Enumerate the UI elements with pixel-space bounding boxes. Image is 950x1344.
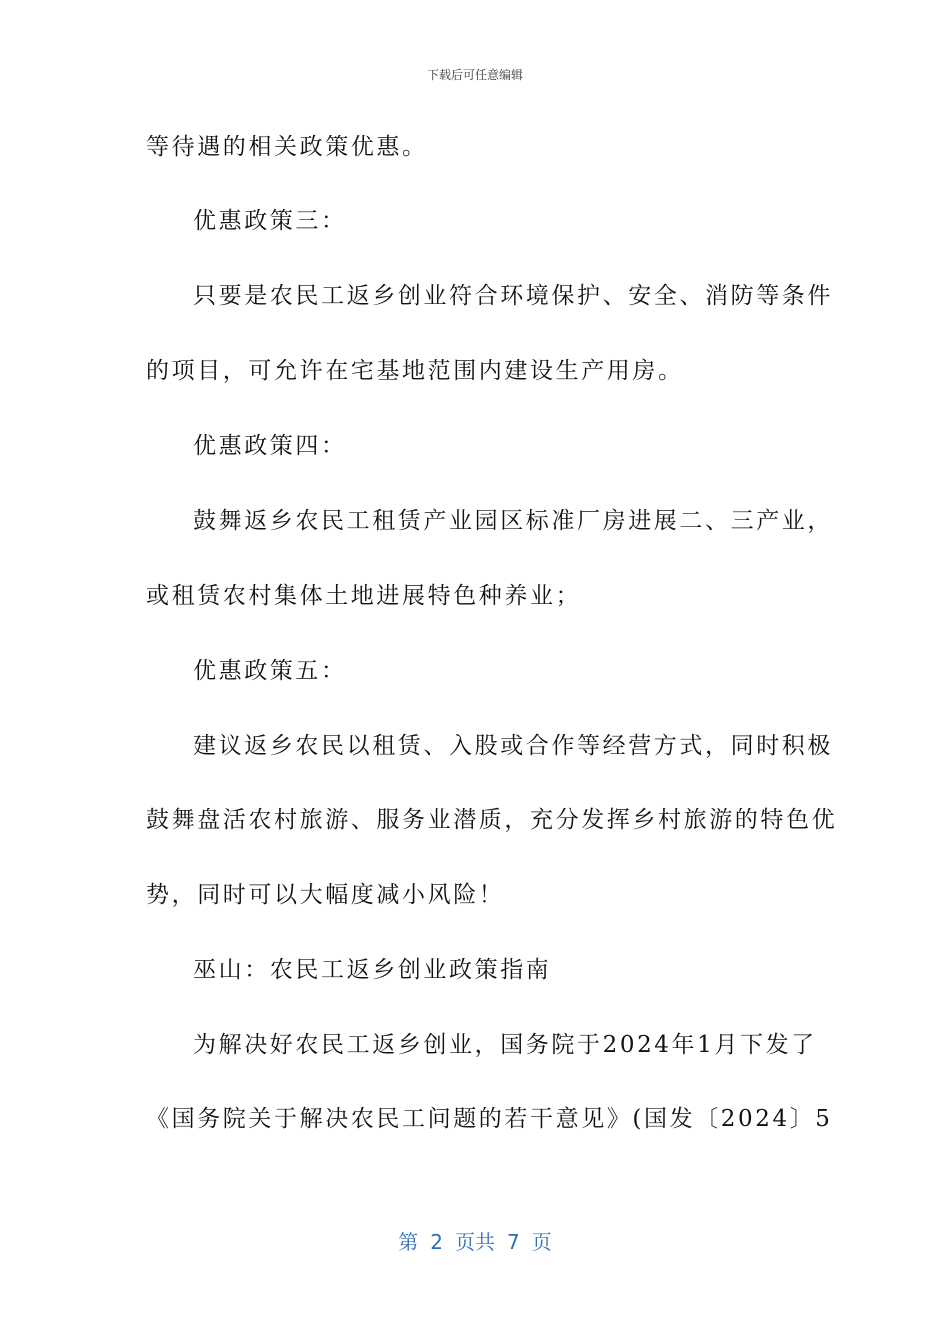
paragraph-line: 只要是农民工返乡创业符合环境保护、安全、消防等条件 xyxy=(193,283,833,309)
footer-prefix: 第 xyxy=(398,1230,419,1254)
paragraph-line: 鼓舞返乡农民工租赁产业园区标准厂房进展二、三产业， xyxy=(193,508,833,534)
paragraph-line: 等待遇的相关政策优惠。 xyxy=(146,134,428,160)
page-header-note: 下载后可任意编辑 xyxy=(426,68,523,82)
section-heading: 优惠政策三： xyxy=(193,208,347,234)
paragraph-line: 《国务院关于解决农民工问题的若干意见》(国发〔2024〕5 xyxy=(146,1106,833,1132)
paragraph-line: 或租赁农村集体土地进展特色种养业； xyxy=(146,583,582,609)
footer-middle: 页共 xyxy=(455,1230,495,1254)
paragraph-line: 为解决好农民工返乡创业，国务院于2024年1月下发了 xyxy=(193,1032,817,1058)
paragraph-line: 的项目，可允许在宅基地范围内建设生产用房。 xyxy=(146,358,684,384)
page-footer xyxy=(0,1226,950,1255)
section-heading: 优惠政策五： xyxy=(193,658,347,684)
footer-total-pages: 7 xyxy=(507,1230,520,1254)
footer-suffix: 页 xyxy=(531,1230,552,1254)
paragraph-line: 建议返乡农民以租赁、入股或合作等经营方式，同时积极 xyxy=(193,733,833,759)
section-heading: 优惠政策四： xyxy=(193,433,347,459)
footer-page-number: 2 xyxy=(430,1230,443,1254)
paragraph-line: 势，同时可以大幅度减小风险！ xyxy=(146,882,505,908)
paragraph-line: 鼓舞盘活农村旅游、服务业潜质，充分发挥乡村旅游的特色优 xyxy=(146,807,838,833)
section-heading: 巫山：农民工返乡创业政策指南 xyxy=(193,957,552,983)
